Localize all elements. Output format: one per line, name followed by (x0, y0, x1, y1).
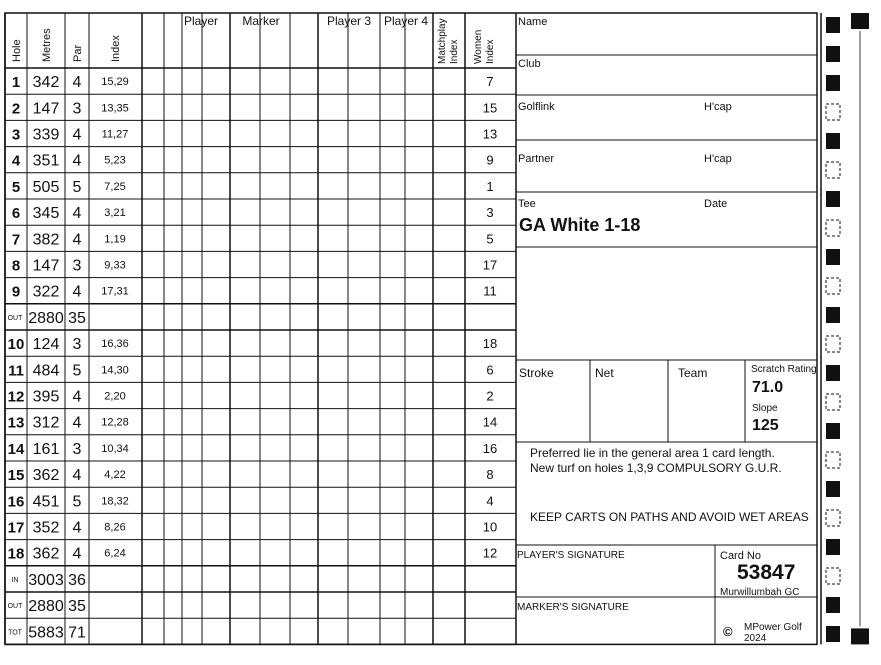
hole-metres: 362 (32, 467, 60, 485)
card-no-label: Card No (720, 550, 761, 562)
hole-metres: 161 (32, 440, 60, 458)
hole-par: 35 (68, 598, 86, 616)
stroke-label: Stroke (519, 366, 554, 380)
hole-number: 5 (11, 178, 21, 196)
row-label: OUT (7, 314, 23, 322)
copyright-icon: © (723, 624, 733, 639)
registration-mark (826, 510, 840, 526)
header-metres: Metres (41, 28, 53, 62)
registration-mark (826, 104, 840, 120)
hole-number: 7 (11, 231, 21, 249)
hole-number: 2 (11, 100, 21, 118)
slope-value: 125 (752, 417, 779, 434)
hole-index: 4,22 (104, 469, 126, 482)
row-label: OUT (7, 603, 23, 611)
partner-label: Partner (518, 153, 555, 165)
women-index: 9 (486, 152, 494, 168)
hole-par: 4 (72, 519, 82, 537)
tee-value: GA White 1-18 (519, 215, 641, 235)
women-index: 14 (482, 414, 498, 430)
hole-par: 5 (72, 178, 82, 196)
hole-number: 10 (7, 336, 25, 354)
club-label: Club (518, 58, 541, 70)
women-index: 16 (482, 440, 498, 456)
registration-mark (826, 481, 840, 497)
hole-metres: 382 (32, 231, 60, 249)
hole-par: 4 (72, 126, 82, 144)
registration-mark (826, 278, 840, 294)
registration-mark (826, 626, 840, 642)
hole-metres: 147 (32, 257, 60, 275)
hole-par: 4 (72, 74, 82, 92)
card-number: 53847 (737, 561, 796, 584)
hole-metres: 395 (32, 388, 60, 406)
corner-mark (851, 13, 869, 29)
header-marker: Marker (242, 14, 280, 28)
registration-mark (826, 191, 840, 207)
tee-label: Tee (518, 198, 536, 210)
hole-metres: 147 (32, 100, 60, 118)
registration-mark (826, 452, 840, 468)
hole-metres: 3003 (28, 571, 64, 589)
hole-index: 15,29 (101, 76, 129, 89)
registration-mark (826, 307, 840, 323)
corner-mark (851, 628, 869, 644)
registration-mark (826, 75, 840, 91)
scratch-rating-label: Scratch Rating (751, 364, 817, 375)
name-label: Name (518, 16, 548, 28)
women-index: 12 (482, 545, 498, 561)
header-player4: Player 4 (383, 14, 429, 28)
hole-par: 4 (72, 467, 82, 485)
hole-metres: 362 (32, 545, 60, 563)
registration-mark (826, 162, 840, 178)
women-index: 3 (486, 205, 494, 221)
hole-par: 4 (72, 545, 82, 563)
hole-metres: 505 (32, 178, 60, 196)
local-rule-carts: KEEP CARTS ON PATHS AND AVOID WET AREAS (530, 510, 809, 524)
hole-index: 11,27 (101, 128, 129, 141)
team-label: Team (678, 366, 708, 380)
hole-number: 14 (7, 440, 25, 458)
women-index: 17 (482, 257, 498, 273)
header-matchplay-index: Index (449, 39, 460, 64)
hole-index: 14,30 (101, 364, 129, 377)
women-index: 10 (482, 519, 498, 535)
hole-metres: 124 (32, 336, 60, 354)
hole-metres: 2880 (28, 309, 64, 327)
women-index: 7 (486, 74, 494, 90)
registration-mark (826, 394, 840, 410)
hole-number: 1 (11, 74, 21, 92)
marker-signature-label: MARKER'S SIGNATURE (517, 602, 629, 613)
hole-index: 8,26 (104, 521, 126, 534)
hole-index: 7,25 (104, 180, 126, 193)
hole-par: 71 (68, 624, 86, 642)
hole-metres: 352 (32, 519, 60, 537)
hole-index: 17,31 (101, 285, 129, 298)
hole-par: 3 (72, 257, 82, 275)
hole-metres: 322 (32, 283, 60, 301)
header-index: Index (110, 35, 122, 62)
hole-number: 16 (7, 493, 25, 511)
golflink-hcap-label: H'cap (704, 101, 732, 113)
hole-index: 6,24 (104, 547, 126, 560)
hole-number: 6 (11, 205, 21, 223)
hole-index: 2,20 (104, 390, 126, 403)
brand-year: 2024 (744, 633, 767, 644)
hole-index: 10,34 (101, 442, 129, 455)
header-matchplay: Matchplay (437, 18, 448, 64)
row-label: TOT (8, 629, 22, 637)
registration-mark (826, 46, 840, 62)
hole-par: 4 (72, 205, 82, 223)
registration-mark (826, 133, 840, 149)
hole-number: 4 (11, 152, 21, 170)
women-index: 13 (482, 126, 498, 142)
registration-mark (826, 336, 840, 352)
hole-number: 8 (11, 257, 21, 275)
scratch-rating-value: 71.0 (752, 379, 784, 396)
date-label: Date (704, 198, 728, 210)
hole-metres: 451 (32, 493, 60, 511)
hole-index: 3,21 (104, 207, 126, 220)
club-name: Murwillumbah GC (720, 587, 800, 598)
registration-mark (826, 17, 840, 33)
hole-metres: 484 (32, 362, 60, 380)
hole-index: 5,23 (104, 154, 126, 167)
hole-par: 36 (68, 571, 86, 589)
women-index: 15 (482, 100, 498, 116)
brand-name: MPower Golf (744, 622, 802, 633)
women-index: 11 (483, 283, 497, 299)
women-index: 6 (486, 362, 494, 378)
header-women-index: Index (485, 39, 496, 64)
hole-par: 3 (72, 440, 82, 458)
hole-number: 13 (7, 414, 25, 432)
hole-par: 4 (72, 231, 82, 249)
hole-par: 3 (72, 100, 82, 118)
hole-par: 4 (72, 388, 82, 406)
hole-number: 12 (7, 388, 25, 406)
women-index: 5 (486, 231, 494, 247)
hole-number: 17 (7, 519, 25, 537)
hole-metres: 312 (32, 414, 60, 432)
registration-mark (826, 220, 840, 236)
hole-index: 18,32 (101, 495, 129, 508)
hole-par: 4 (72, 414, 82, 432)
local-rule-new-turf: New turf on holes 1,3,9 COMPULSORY G.U.R. (530, 461, 782, 475)
hole-number: 9 (11, 283, 21, 301)
header-par: Par (72, 44, 84, 62)
women-index: 8 (486, 467, 494, 483)
hole-par: 4 (72, 283, 82, 301)
women-index: 18 (482, 336, 498, 352)
header-player3: Player 3 (326, 14, 372, 28)
hole-par: 5 (72, 362, 82, 380)
partner-hcap-label: H'cap (704, 153, 732, 165)
hole-number: 18 (7, 545, 25, 563)
women-index: 4 (486, 493, 494, 509)
net-label: Net (595, 366, 614, 380)
hole-index: 1,19 (104, 233, 126, 246)
header-player: Player (183, 14, 219, 28)
row-label: IN (11, 576, 19, 584)
women-index: 2 (486, 388, 494, 404)
hole-metres: 342 (32, 74, 60, 92)
hole-par: 35 (68, 309, 86, 327)
hole-par: 5 (72, 493, 82, 511)
hole-number: 15 (7, 467, 25, 485)
header-hole: Hole (11, 39, 23, 62)
local-rule-preferred-lie: Preferred lie in the general area 1 card length. (530, 446, 775, 460)
hole-index: 12,28 (101, 416, 129, 429)
registration-mark (826, 568, 840, 584)
hole-metres: 5883 (28, 624, 64, 642)
header-women: Women (473, 29, 484, 64)
hole-index: 9,33 (104, 259, 126, 272)
registration-mark (826, 365, 840, 381)
player-signature-label: PLAYER'S SIGNATURE (517, 550, 625, 561)
slope-label: Slope (752, 403, 778, 414)
registration-mark (826, 597, 840, 613)
women-index: 1 (486, 178, 494, 194)
hole-index: 13,35 (101, 102, 129, 115)
hole-number: 11 (8, 362, 24, 380)
hole-par: 4 (72, 152, 82, 170)
registration-mark (826, 249, 840, 265)
hole-metres: 339 (32, 126, 60, 144)
hole-number: 3 (11, 126, 21, 144)
golflink-label: Golflink (518, 101, 555, 113)
hole-index: 16,36 (101, 338, 129, 351)
registration-mark (826, 423, 840, 439)
hole-metres: 2880 (28, 598, 64, 616)
hole-metres: 351 (32, 152, 60, 170)
registration-mark (826, 539, 840, 555)
hole-metres: 345 (32, 205, 60, 223)
hole-par: 3 (72, 336, 82, 354)
